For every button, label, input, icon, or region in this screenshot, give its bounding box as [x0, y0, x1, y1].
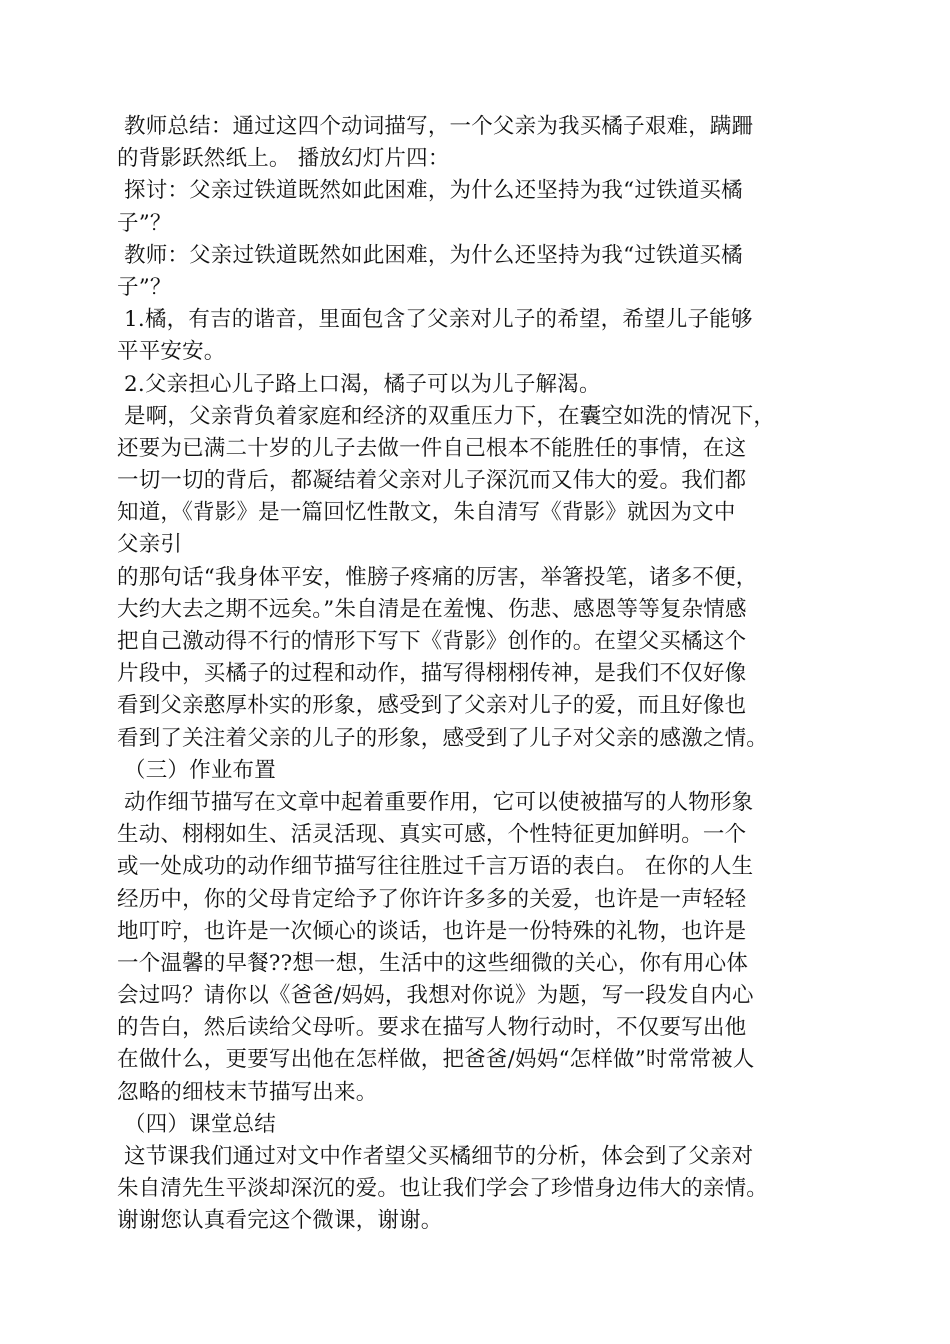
text-line: 把自己激动得不行的情形下写下《背影》创作的。在望父买橘这个 — [117, 629, 747, 654]
section-heading: （四）课堂总结 — [117, 1111, 276, 1137]
text-line: 看到父亲憨厚朴实的形象，感受到了父亲对儿子的爱，而且好像也 — [117, 693, 747, 719]
text-line: 探讨：父亲过铁道既然如此困难，为什么还坚持为我“过铁道买橘 — [117, 178, 743, 204]
text-line: 平平安安。 — [117, 339, 226, 365]
body-text — [117, 111, 857, 1238]
text-line: 子”？ — [117, 210, 172, 236]
text-line: 会过吗？请你以《爸爸/妈妈，我想对你说》为题，写一段发自内心 — [117, 983, 754, 1009]
text-line: 经历中，你的父母肯定给予了你许许多多的关爱，也许是一声轻轻 — [117, 886, 747, 912]
text-line: 父亲引 — [117, 532, 183, 558]
text-line: 片段中，买橘子的过程和动作，描写得栩栩传神，是我们不仅好像 — [117, 661, 747, 687]
text-line: 知道，《背影》是一篇回忆性散文，朱自清写《背影》就因为文中 — [117, 500, 736, 526]
text-line: 或一处成功的动作细节描写往往胜过千言万语的表白。 在你的人生 — [117, 854, 754, 880]
text-line: 还要为已满二十岁的儿子去做一件自己根本不能胜任的事情，在这 — [117, 435, 747, 461]
text-line: 在做什么，更要写出他在怎样做，把爸爸/妈妈“怎样做”时常常被人 — [117, 1047, 755, 1073]
text-line: 动作细节描写在文章中起着重要作用，它可以使被描写的人物形象 — [117, 789, 754, 815]
text-line: 大约大去之期不远矣。”朱自清是在羞愧、伤悲、感恩等等复杂情感 — [117, 596, 747, 622]
text-line: 的背影跃然纸上。 播放幻灯片四： — [117, 146, 450, 172]
text-line: 子”？ — [117, 274, 172, 300]
text-line: 教师总结：通过这四个动词描写，一个父亲为我买橘子艰难，蹒跚 — [117, 114, 754, 139]
text-line: 忽略的细枝末节描写出来。 — [117, 1079, 378, 1105]
text-line: 的那句话“我身体平安，惟膀子疼痛的厉害，举箸投笔，诸多不便， — [117, 564, 758, 590]
text-line: 地叮咛，也许是一次倾心的谈话，也许是一份特殊的礼物，也许是 — [117, 918, 747, 944]
text-line: 教师：父亲过铁道既然如此困难，为什么还坚持为我“过铁道买橘 — [117, 242, 743, 268]
text-line: 是啊，父亲背负着家庭和经济的双重压力下，在囊空如洗的情况下， — [117, 403, 776, 429]
text-line: 看到了关注着父亲的儿子的形象，感受到了儿子对父亲的感激之情。 — [117, 725, 769, 751]
text-line: 一个温馨的早餐??想一想，生活中的这些细微的关心，你有用心体 — [117, 950, 749, 976]
text-line: 1.橘，有吉的谐音，里面包含了父亲对儿子的希望，希望儿子能够 — [117, 307, 753, 333]
text-line: 这节课我们通过对文中作者望父买橘细节的分析，体会到了父亲对 — [117, 1144, 754, 1169]
text-line: 2.父亲担心儿子路上口渴，橘子可以为儿子解渴。 — [117, 371, 601, 397]
text-line: 谢谢您认真看完这个微课，谢谢。 — [117, 1208, 443, 1234]
text-line: 一切一切的背后，都凝结着父亲对儿子深沉而又伟大的爱。我们都 — [117, 468, 747, 494]
section-heading: （三）作业布置 — [117, 757, 276, 783]
text-line: 的告白，然后读给父母听。要求在描写人物行动时，不仅要写出他 — [117, 1015, 747, 1041]
text-line: 朱自清先生平淡却深沉的爱。也让我们学会了珍惜身边伟大的亲情。 — [117, 1176, 769, 1202]
text-line: 生动、栩栩如生、活灵活现、真实可感，个性特征更加鲜明。一个 — [117, 822, 747, 848]
